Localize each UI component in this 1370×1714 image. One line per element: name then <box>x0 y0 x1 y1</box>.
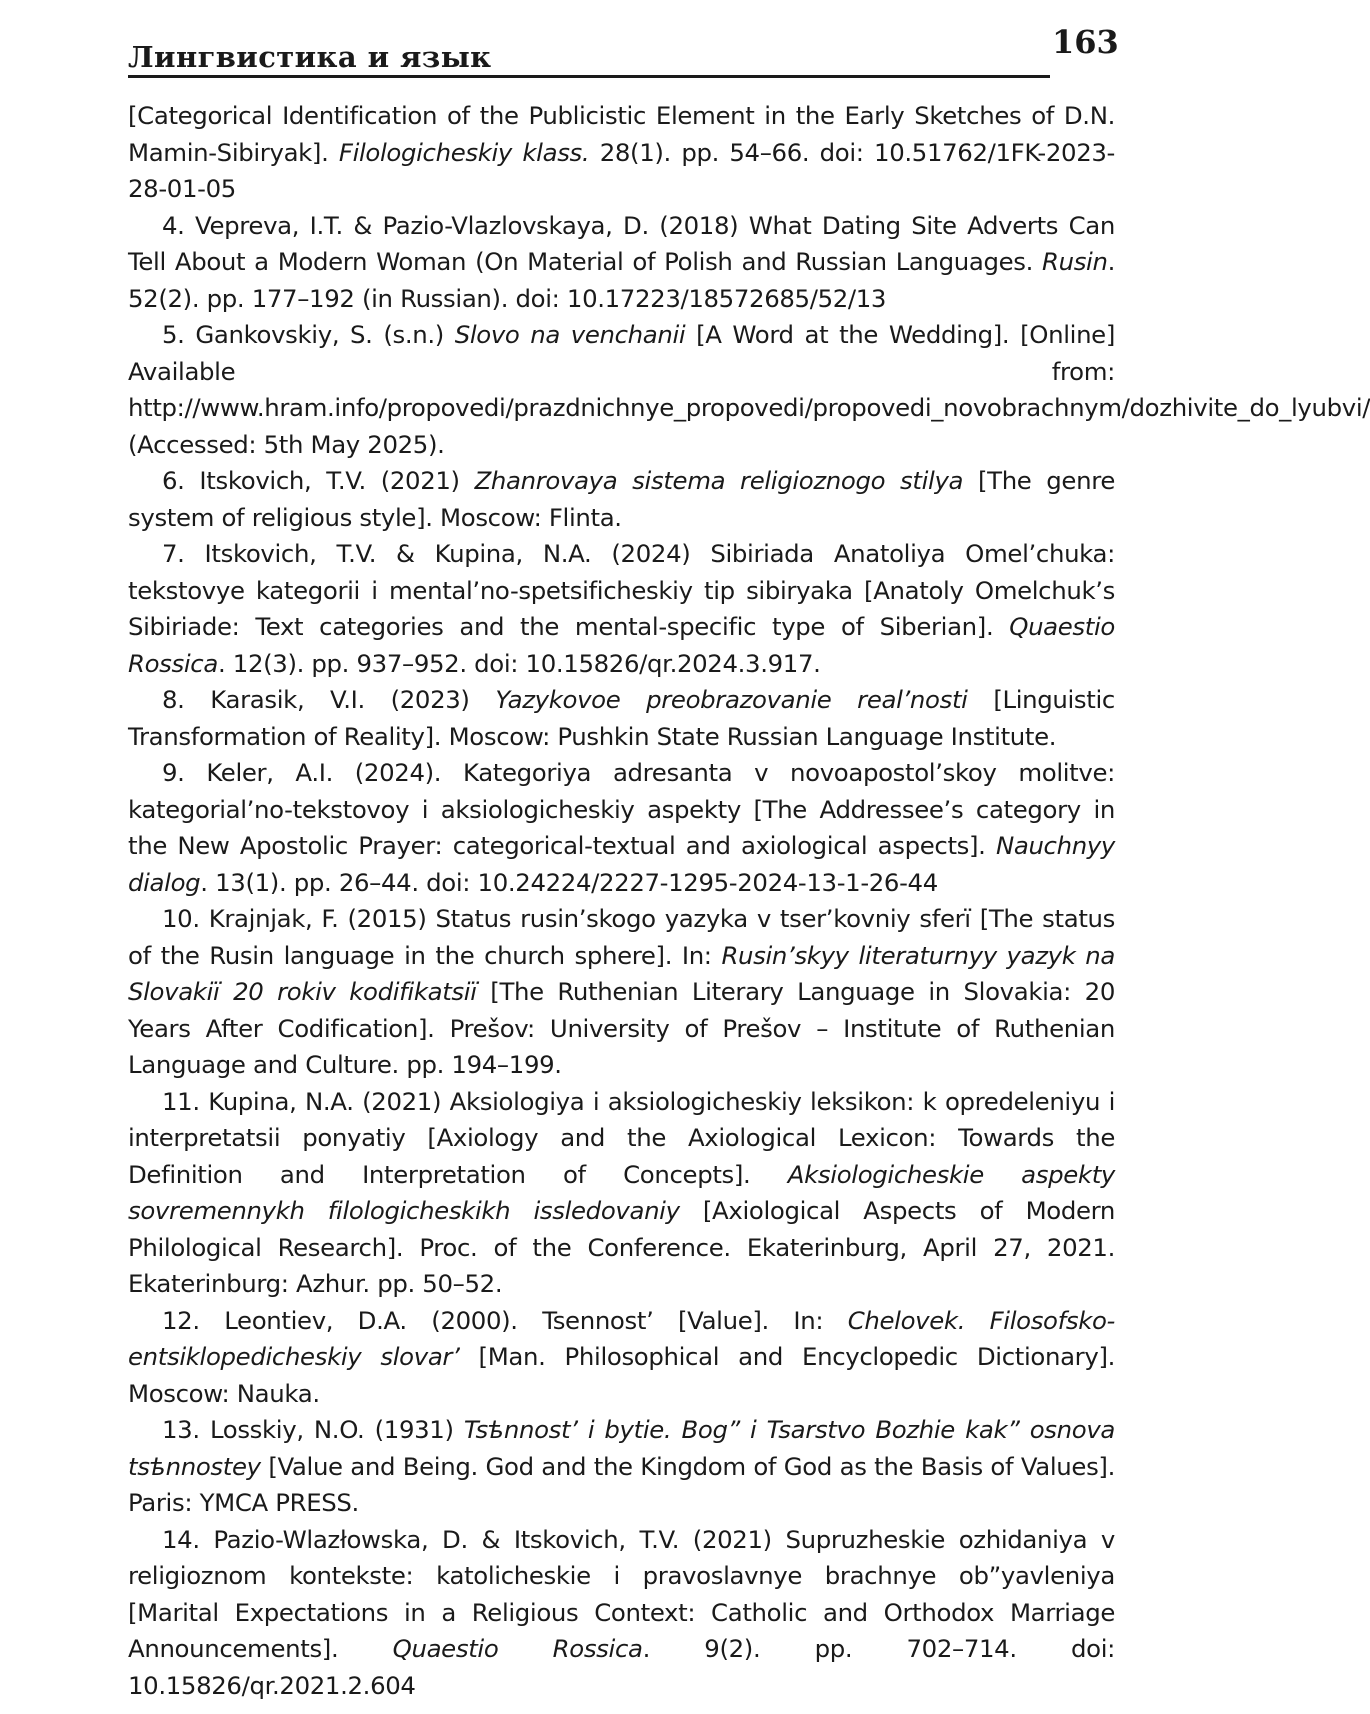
reference-number: 14. <box>162 1524 200 1554</box>
reference-item <box>128 1303 1115 1413</box>
reference-number: 11. <box>162 1086 200 1116</box>
reference-text: . 52(2). pp. 177–192 (in Russian). doi: 10.17223/18572685/52/13 <box>128 247 1115 313</box>
reference-item <box>128 208 1115 318</box>
reference-text: Itskovich, T.V. & Kupina, N.A. (2024) Sibiriada Anatoliya Omel’chuka: tekstovye kategorii i mental’no-spetsificheskiy tip sibiryaka [Anatoly Omelchuk’s Sibiriade: Text categories and the mental-specific type of Siberian]. <box>128 539 1115 641</box>
reference-source-title: Slovo na venchanii <box>454 320 686 349</box>
reference-item <box>128 317 1370 463</box>
reference-source-title: Quaestio Rossica <box>392 1634 643 1663</box>
reference-list <box>128 98 1370 1704</box>
reference-text: Kupina, N.A. (2021) Aksiologiya i aksiologicheskiy leksikon: k opredeleniyu i interpretatsii ponyatiy [Axiology and the Axiological Lexicon: Towards the Definition and Interpretation of Concepts]. <box>128 1086 1115 1189</box>
reference-source-title: Chelovek. Filosofsko-entsiklopedicheskiy slovar’ <box>128 1305 1116 1371</box>
reference-item <box>128 901 1115 1084</box>
reference-text: . 12(3). pp. 937–952. doi: 10.15826/qr.2024.3.917. <box>217 648 821 678</box>
reference-source-title: Rusin <box>1041 247 1108 276</box>
reference-text: Leontiev, D.A. (2000). Tsennost’ [Value]. In: <box>224 1305 848 1335</box>
reference-text: Losskiy, N.O. (1931) <box>209 1415 464 1444</box>
header-rule <box>128 75 1050 78</box>
reference-item <box>128 536 1115 682</box>
reference-number: 9. <box>162 758 185 787</box>
reference-text: [A Word at the Wedding]. [Online] Available from: http://www.hram.info/propovedi/prazdnichnye_propovedi/propovedi_novobrachnym/dozhivite_do_lyubvi/ (Accessed: 5th May 2025). <box>128 320 1370 459</box>
reference-text: Keler, A.I. (2024). Kategoriya adresanta v novoapostol’skoy molitve: kategorial’no-tekstovoy i aksiologicheskiy aspekty [The Addressee’s category in the New Apostolic Prayer: categorical-textual and axiological aspects]. <box>128 758 1115 860</box>
reference-number: 12. <box>162 1305 200 1335</box>
reference-text: Krajnjak, F. (2015) Status rusin’skogo yazyka v tser’kovniy sferï [The status of the Rusin language in the church sphere]. In: <box>128 904 1115 970</box>
reference-text: 28(1). pp. 54–66. doi: 10.51762/1FK-2023-28-01-05 <box>128 137 1115 203</box>
reference-text: Pazio-Wlazłowska, D. & Itskovich, T.V. (2021) Supruzheskie ozhidaniya v religioznom kontekste: katolicheskie i pravoslavnye brachnye ob”yavleniya [Marital Expectations in a Religious Context: Catholic and Orthodox Marriage Announcements]. <box>128 1524 1115 1663</box>
reference-source-title: Yazykovoe preobrazovanie real’nosti <box>495 685 968 714</box>
reference-text: [Linguistic Transformation of Reality]. Moscow: Pushkin State Russian Language Institute. <box>128 685 1115 751</box>
reference-item <box>128 463 1115 536</box>
reference-text: Gankovskiy, S. (s.n.) <box>195 320 455 349</box>
running-head <box>128 28 1050 78</box>
reference-number: 7. <box>162 539 185 568</box>
reference-number: 5. <box>162 320 185 349</box>
reference-text: . 13(1). pp. 26–44. doi: 10.24224/2227-1295-2024-13-1-26-44 <box>200 867 938 897</box>
reference-number: 4. <box>162 210 185 240</box>
reference-text: . 9(2). pp. 702–714. doi: 10.15826/qr.2021.2.604 <box>128 1634 1115 1700</box>
reference-text: [Axiological Aspects of Modern Philological Research]. Proc. of the Conference. Ekaterinburg, April 27, 2021. Ekaterinburg: Azhur. pp. 50–52. <box>128 1196 1115 1298</box>
reference-number: 6. <box>162 466 185 495</box>
reference-source-title: Tsѣnnost’ i bytie. Bog” i Tsarstvo Bozhie kak” osnova tsѣnnostey <box>128 1415 1116 1481</box>
reference-source-title: Zhanrovaya sistema religioznogo stilya <box>474 466 964 495</box>
reference-item <box>128 1522 1115 1705</box>
reference-number: 10. <box>162 904 200 933</box>
reference-text: [Categorical Identification of the Publicistic Element in the Early Sketches of D.N. Mamin-Sibiryak]. <box>128 101 1115 167</box>
section-title: Лингвистика и язык <box>128 40 492 74</box>
reference-item <box>128 1412 1115 1522</box>
reference-number: 8. <box>162 685 185 714</box>
page-number: 163 <box>1052 23 1119 61</box>
reference-source-title: Filologicheskiy klass. <box>338 137 590 167</box>
reference-source-title: Aksiologicheskie aspekty sovremennykh filologicheskikh issledovaniy <box>128 1159 1115 1225</box>
reference-item <box>128 98 1115 208</box>
reference-source-title: Rusin’skyy literaturnyy yazyk na Slovakiï 20 rokiv kodifikatsiï <box>128 940 1115 1006</box>
reference-text: [The genre system of religious style]. Moscow: Flinta. <box>128 466 1115 532</box>
reference-source-title: Nauchnyy dialog <box>128 831 1115 897</box>
reference-text: Karasik, V.I. (2023) <box>210 685 496 714</box>
reference-text: [Value and Being. God and the Kingdom of God as the Basis of Values]. Paris: YMCA PRESS. <box>128 1451 1115 1517</box>
reference-item <box>128 1084 1115 1303</box>
reference-text: Itskovich, T.V. (2021) <box>199 466 475 495</box>
reference-number: 13. <box>162 1415 200 1444</box>
reference-text: [The Ruthenian Literary Language in Slovakia: 20 Years After Codification]. Prešov: University of Prešov – Institute of Ruthenian Language and Culture. pp. 194–199. <box>128 977 1115 1079</box>
reference-text: Vepreva, I.T. & Pazio-Vlazlovskaya, D. (2018) What Dating Site Adverts Can Tell About a Modern Woman (On Material of Polish and Russian Languages. <box>128 210 1116 276</box>
reference-text: [Man. Philosophical and Encyclopedic Dictionary]. Moscow: Nauka. <box>128 1342 1116 1408</box>
reference-item <box>128 755 1115 901</box>
reference-source-title: Quaestio Rossica <box>128 612 1115 678</box>
reference-item <box>128 682 1115 755</box>
